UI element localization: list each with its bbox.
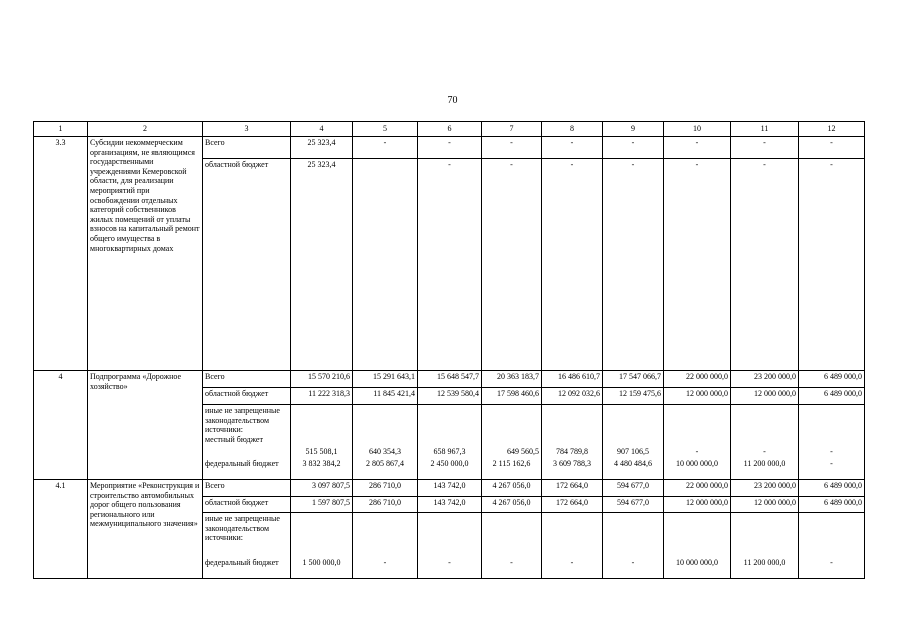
funding-source: Всего [203, 480, 291, 497]
value-cell: 649 560,5 [482, 405, 542, 458]
value-cell: 515 508,1 [291, 405, 353, 458]
value-cell: 23 200 000,0 [731, 371, 799, 388]
value-cell: 1 597 807,5 [291, 497, 353, 513]
value-cell: 12 000 000,0 [731, 388, 799, 405]
funding-source: местный бюджет [205, 434, 263, 444]
value-cell: 11 845 421,4 [353, 388, 418, 405]
funding-source-other [203, 405, 291, 458]
value-cell: - [542, 159, 603, 371]
value-cell: 11 200 000,0 [731, 557, 799, 579]
page-number: 70 [447, 95, 458, 106]
header-cell: 6 [418, 122, 482, 137]
value-cell: - [603, 159, 664, 371]
value-cell: - [799, 159, 865, 371]
value-cell: 23 200 000,0 [731, 480, 799, 497]
value-cell: 12 000 000,0 [664, 497, 731, 513]
value-cell: 594 677,0 [603, 497, 664, 513]
funding-source: федеральный бюджет [203, 458, 291, 480]
other-sources-label: иные не запрещенные законодательством источники: [203, 513, 291, 557]
value-cell: 12 159 475,6 [603, 388, 664, 405]
value-cell: - [799, 137, 865, 159]
value-cell: - [603, 557, 664, 579]
value-cell: 17 598 460,6 [482, 388, 542, 405]
value-cell: - [664, 137, 731, 159]
value-cell: - [731, 159, 799, 371]
value-cell: - [418, 557, 482, 579]
funding-source: областной бюджет [203, 388, 291, 405]
value-cell: 784 789,8 [542, 405, 603, 458]
budget-table [33, 121, 865, 579]
header-cell: 1 [34, 122, 88, 137]
value-cell [353, 159, 418, 371]
value-cell: 20 363 183,7 [482, 371, 542, 388]
funding-source: областной бюджет [203, 159, 291, 371]
value-cell: - [799, 405, 865, 458]
value-cell: 907 106,5 [603, 405, 664, 458]
row-number: 4.1 [34, 480, 88, 579]
value-cell: 6 489 000,0 [799, 388, 865, 405]
value-cell: 3 097 807,5 [291, 480, 353, 497]
value-cell: 143 742,0 [418, 480, 482, 497]
value-cell: 6 489 000,0 [799, 371, 865, 388]
value-cell: 11 222 318,3 [291, 388, 353, 405]
value-cell: 25 323,4 [291, 137, 353, 159]
value-cell: 15 570 210,6 [291, 371, 353, 388]
value-cell: - [799, 458, 865, 480]
value-cell: 22 000 000,0 [664, 371, 731, 388]
value-cell: - [482, 557, 542, 579]
header-cell: 5 [353, 122, 418, 137]
value-cell: 4 480 484,6 [603, 458, 664, 480]
value-cell: - [353, 137, 418, 159]
value-cell: 172 664,0 [542, 497, 603, 513]
value-cell: - [731, 137, 799, 159]
header-cell: 3 [203, 122, 291, 137]
value-cell: - [799, 557, 865, 579]
funding-source: областной бюджет [203, 497, 291, 513]
value-cell: - [418, 159, 482, 371]
row-number: 3.3 [34, 137, 88, 371]
measure-name: Мероприятие «Реконструкция и строительство автомобильных дорог общего пользования регионального или межмуниципального значения» [88, 480, 203, 579]
value-cell: 4 267 056,0 [482, 497, 542, 513]
header-cell: 4 [291, 122, 353, 137]
value-cell: 2 805 867,4 [353, 458, 418, 480]
funding-source: Всего [203, 371, 291, 388]
value-cell: 11 200 000,0 [731, 458, 799, 480]
value-cell: 16 486 610,7 [542, 371, 603, 388]
value-cell: 2 115 162,6 [482, 458, 542, 480]
value-cell: 4 267 056,0 [482, 480, 542, 497]
header-cell: 8 [542, 122, 603, 137]
value-cell: 6 489 000,0 [799, 480, 865, 497]
funding-source: федеральный бюджет [203, 557, 291, 579]
value-cell: 658 967,3 [418, 405, 482, 458]
header-cell: 7 [482, 122, 542, 137]
measure-name: Подпрограмма «Дорожное хозяйство» [88, 371, 203, 480]
table-row [34, 480, 865, 497]
header-cell: 9 [603, 122, 664, 137]
header-cell: 2 [88, 122, 203, 137]
value-cell: 12 092 032,6 [542, 388, 603, 405]
table-row [34, 137, 865, 159]
value-cell: - [603, 137, 664, 159]
value-cell: 286 710,0 [353, 497, 418, 513]
value-cell: 2 450 000,0 [418, 458, 482, 480]
value-cell: 15 648 547,7 [418, 371, 482, 388]
value-cell: 1 500 000,0 [291, 557, 353, 579]
header-cell: 11 [731, 122, 799, 137]
measure-name: Субсидии некоммерческим организациям, не являющимся государственными учреждениями Кемеровской области, для реализации мероприятий при освобождении отдельных категорий собственников жилых помещений от уплаты взносов на капитальный ремонт общего имущества в многоквартирных домах [88, 137, 203, 371]
value-cell: - [482, 137, 542, 159]
value-cell: 172 664,0 [542, 480, 603, 497]
header-cell: 12 [799, 122, 865, 137]
header-cell: 10 [664, 122, 731, 137]
table-row [34, 371, 865, 388]
value-cell: - [664, 405, 731, 458]
value-cell: - [542, 557, 603, 579]
value-cell: - [353, 557, 418, 579]
value-cell: 12 539 580,4 [418, 388, 482, 405]
value-cell: 15 291 643,1 [353, 371, 418, 388]
value-cell: 22 000 000,0 [664, 480, 731, 497]
value-cell: 12 000 000,0 [664, 388, 731, 405]
value-cell: 12 000 000,0 [731, 497, 799, 513]
value-cell: 10 000 000,0 [664, 458, 731, 480]
value-cell: 143 742,0 [418, 497, 482, 513]
other-sources-label: иные не запрещенные законодательством источники: [205, 406, 280, 435]
value-cell: 594 677,0 [603, 480, 664, 497]
value-cell: 3 832 384,2 [291, 458, 353, 480]
value-cell: - [664, 159, 731, 371]
value-cell: - [731, 405, 799, 458]
value-cell: 25 323,4 [291, 159, 353, 371]
value-cell: - [482, 159, 542, 371]
header-row [34, 122, 865, 137]
value-cell: 286 710,0 [353, 480, 418, 497]
value-cell: 3 609 788,3 [542, 458, 603, 480]
value-cell: 17 547 066,7 [603, 371, 664, 388]
value-cell: 6 489 000,0 [799, 497, 865, 513]
value-cell: - [418, 137, 482, 159]
funding-source: Всего [203, 137, 291, 159]
row-number: 4 [34, 371, 88, 480]
value-cell: 10 000 000,0 [664, 557, 731, 579]
value-cell: 640 354,3 [353, 405, 418, 458]
value-cell: - [542, 137, 603, 159]
